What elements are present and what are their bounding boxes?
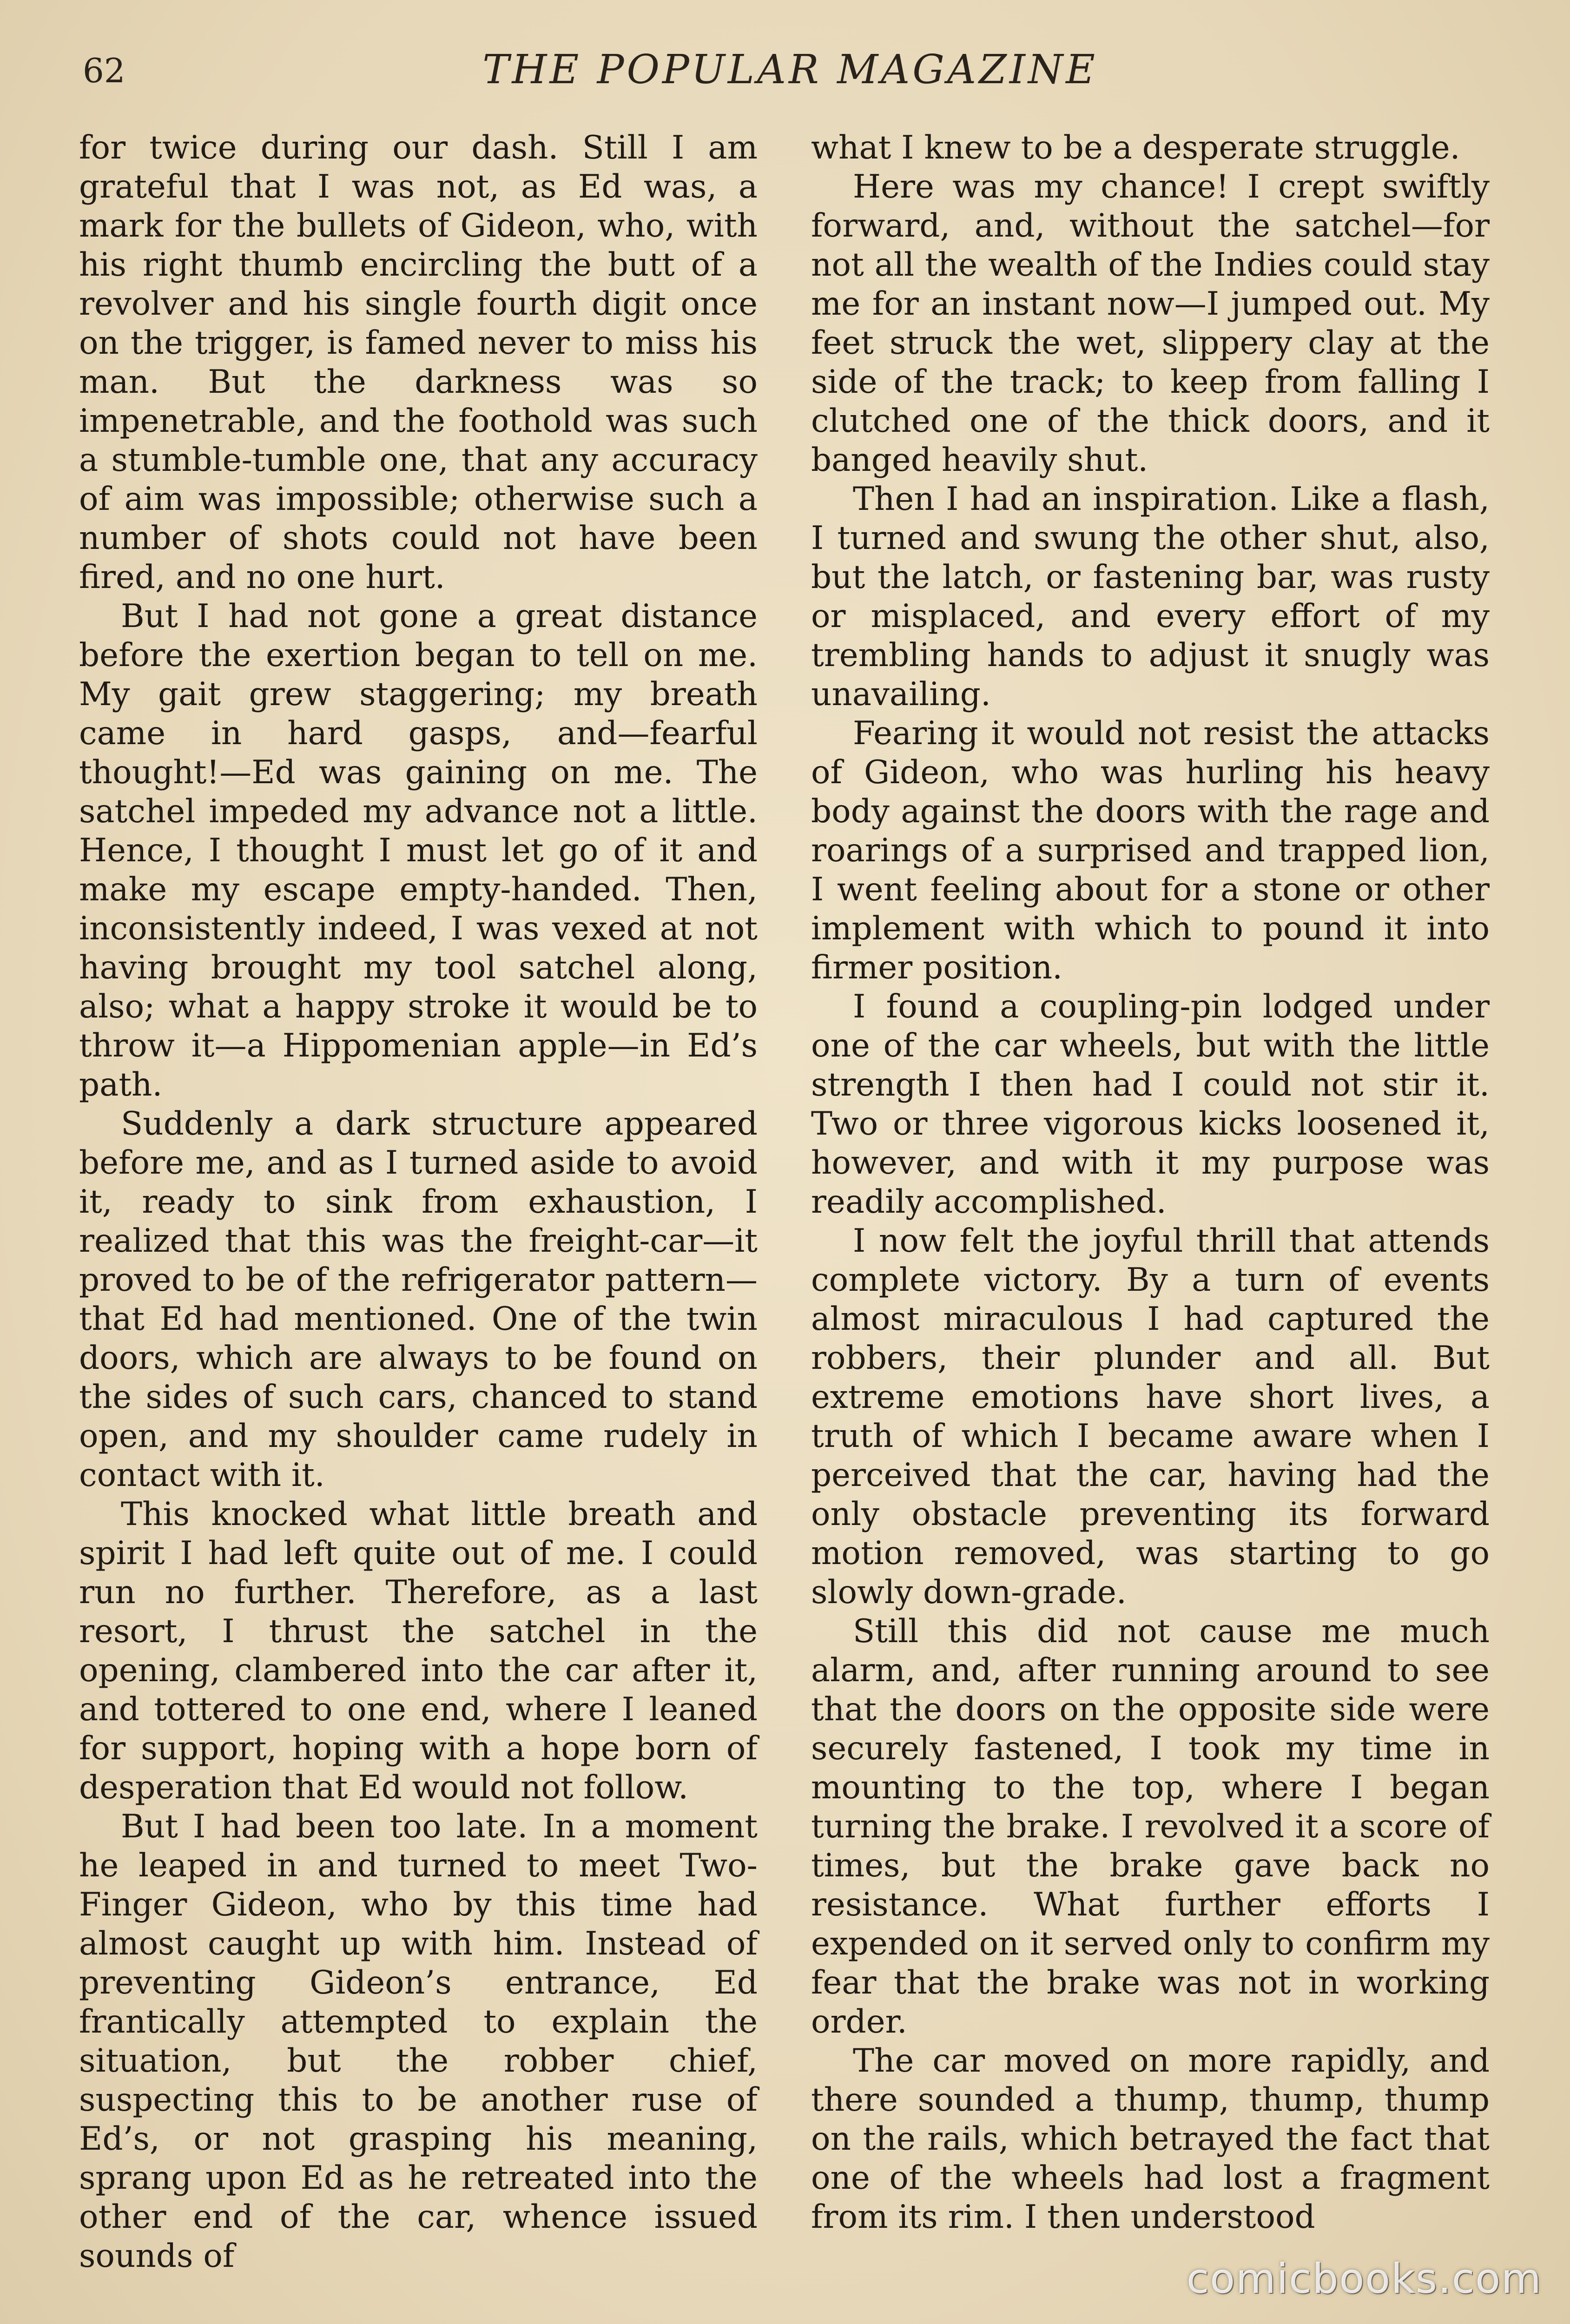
left-column bbox=[79, 128, 758, 2276]
paragraph: Still this did not cause me much alarm, and, after running around to see that the doors on the opposite side were securely fastened, I took my time in mounting to the top, where I began turning the brake. I revolved it a score of times, but the brake gave back no resistance. What further efforts I expended on it served only to confirm my fear that the brake was not in working order. bbox=[811, 1613, 1490, 2040]
paragraph: for twice during our dash. Still I am grateful that I was not, as Ed was, a mark for the bullets of Gideon, who, with his right thumb encircling the butt of a revolver and his single fourth digit once on the trigger, is famed never to miss his man. But the darkness was so impenetrable, and the foothold was such a stumble-tumble one, that any accuracy of aim was impossible; otherwise such a number of shots could not have been fired, and no one hurt. bbox=[79, 129, 758, 596]
paragraph: Fearing it would not resist the attacks of Gideon, who was hurling his heavy body against the doors with the rage and roarings of a surprised and trapped lion, I went feeling about for a stone or other implement with which to pound it into firmer position. bbox=[811, 715, 1490, 986]
paragraph: I found a coupling-pin lodged under one of the car wheels, but with the little strength I then had I could not stir it. Two or three vigorous kicks loosened it, however, and with it my purpose was readily accomplished. bbox=[811, 988, 1490, 1221]
paragraph: Here was my chance! I crept swiftly forward, and, without the satchel—for not all the wealth of the Indies could stay me for an instant now—I jumped out. My feet struck the wet, slippery clay at the side of the track; to keep from falling I clutched one of the thick doors, and it banged heavily shut. bbox=[811, 168, 1490, 479]
right-column bbox=[811, 128, 1490, 2237]
page-number: 62 bbox=[83, 51, 125, 90]
paragraph: This knocked what little breath and spirit I had left quite out of me. I could run no further. Therefore, as a last resort, I thrust the satchel in the opening, clambered into the car after it, and tottered to one end, where I leaned for support, hoping with a hope born of desperation that Ed would not follow. bbox=[79, 1496, 758, 1806]
paragraph: The car moved on more rapidly, and there sounded a thump, thump, thump on the rails, which betrayed the fact that one of the wheels had lost a fragment from its rim. I then understood bbox=[811, 2042, 1490, 2236]
paragraph: Suddenly a dark structure appeared before me, and as I turned aside to avoid it, ready to sink from exhaustion, I realized that this was the freight-car—it proved to be of the refrigerator pattern—that Ed had mentioned. One of the twin doors, which are always to be found on the sides of such cars, chanced to stand open, and my shoulder came rudely in contact with it. bbox=[79, 1105, 758, 1494]
magazine-title: THE POPULAR MAGAZINE bbox=[482, 46, 1098, 93]
paragraph: I now felt the joyful thrill that attends complete victory. By a turn of events almost miraculous I had captured the robbers, their plunder and all. But extreme emotions have short lives, a truth of which I became aware when I perceived that the car, having had the only obstacle preventing its forward motion removed, was starting to go slowly down-grade. bbox=[811, 1222, 1490, 1611]
paragraph: But I had not gone a great distance before the exertion began to tell on me. My gait grew staggering; my breath came in hard gasps, and—fearful thought!—Ed was gaining on me. The satchel impeded my advance not a little. Hence, I thought I must let go of it and make my escape empty-handed. Then, inconsistently indeed, I was vexed at not having brought my tool satchel along, also; what a happy stroke it would be to throw it—a Hippomenian apple—in Ed’s path. bbox=[79, 598, 758, 1103]
page-header bbox=[79, 42, 1501, 107]
paragraph: Then I had an inspiration. Like a flash, I turned and swung the other shut, also, but the latch, or fastening bar, was rusty or misplaced, and every effort of my trembling hands to adjust it snugly was unavailing. bbox=[811, 481, 1490, 713]
site-watermark: comicbooks.com bbox=[1186, 2255, 1542, 2303]
paragraph: But I had been too late. In a moment he leaped in and turned to meet Two-Finger Gideon, who by this time had almost caught up with him. Instead of preventing Gideon’s entrance, Ed frantically attempted to explain the situation, but the robber chief, suspecting this to be another ruse of Ed’s, or not grasping his meaning, sprang upon Ed as he retreated into the other end of the car, whence issued sounds of bbox=[79, 1808, 758, 2275]
paragraph: what I knew to be a desperate struggle. bbox=[811, 129, 1460, 166]
